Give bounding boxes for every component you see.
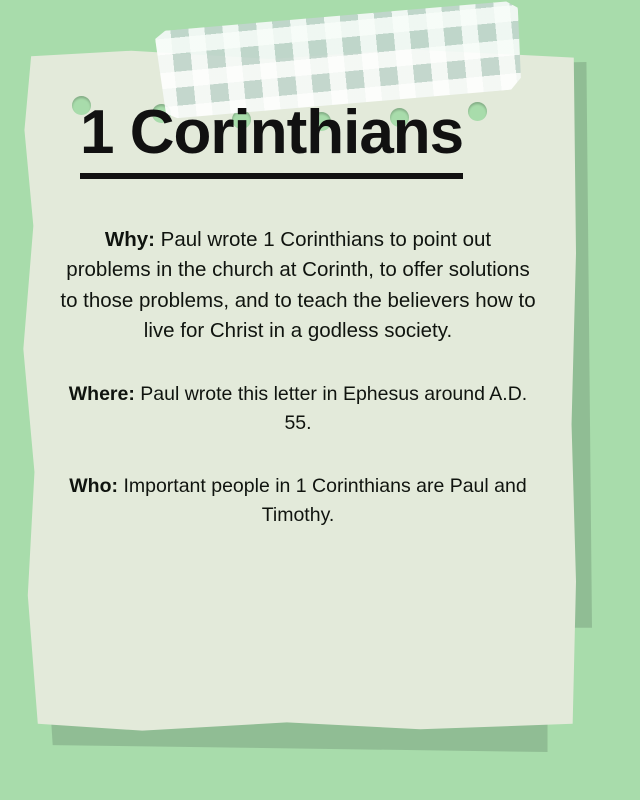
title-container: [54, 100, 542, 179]
entry-why: [54, 225, 542, 346]
entry-why-label: Why:: [104, 227, 155, 251]
entry-who-label: Who:: [69, 474, 119, 497]
page-title: 1 Corinthians: [80, 100, 463, 179]
entry-who-text: Important people in 1 Corinthians are Paul and Timothy.: [123, 474, 527, 526]
note-content: [20, 48, 576, 732]
entry-where-text: Paul wrote this letter in Ephesus around A.D. 55.: [140, 383, 528, 435]
entry-why-text: Paul wrote 1 Corinthians to point out problems in the church at Corinth, to offer solutions to those problems, and to teach the believers how to live for Christ in a godless society.: [60, 227, 536, 342]
entry-who: [54, 472, 542, 530]
entry-where: [54, 380, 542, 438]
entry-where-label: Where:: [68, 383, 135, 406]
